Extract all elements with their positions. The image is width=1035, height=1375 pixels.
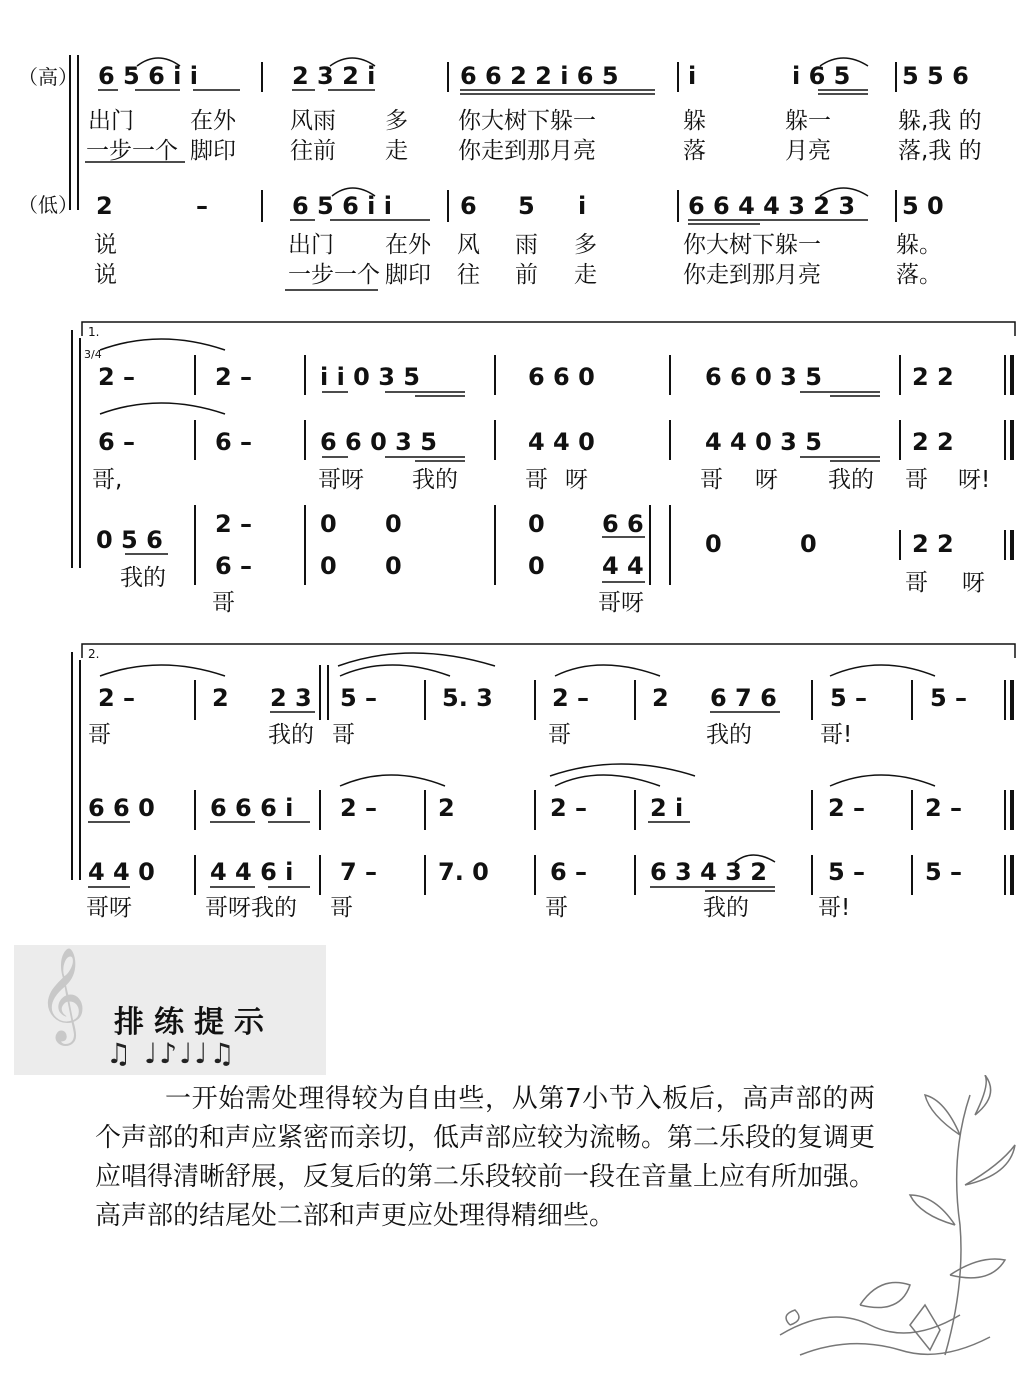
note-group: 5 0: [902, 192, 944, 220]
note-group: 4 4: [602, 552, 644, 580]
note-group: 0: [320, 510, 337, 538]
lyric: 躲: [683, 108, 706, 134]
note-group: 5: [518, 192, 535, 220]
note-group: 0: [800, 530, 817, 558]
lyric: 我的: [120, 565, 166, 591]
lyric: 哥: [700, 467, 723, 493]
note-group: 0: [705, 530, 722, 558]
lyric: 落: [683, 138, 706, 164]
note-group: 6 6 6 i: [210, 794, 294, 822]
note-group: 7 –: [340, 858, 378, 886]
lyric: 落,我 的: [898, 138, 982, 164]
lyric: 我的: [706, 722, 752, 748]
lyric: 呀: [755, 467, 778, 493]
lyric: 我的: [703, 895, 749, 921]
note-group: 2 –: [215, 363, 253, 391]
lyric: 月亮: [785, 138, 831, 164]
lyric: 你走到那月亮: [458, 138, 596, 164]
note-group: 6: [460, 192, 477, 220]
note-group: 0: [528, 510, 545, 538]
lyric: 落。: [896, 262, 942, 288]
volta-1: 1.: [88, 325, 100, 339]
lyric: 哥: [905, 570, 928, 596]
lyric: 哥: [525, 467, 548, 493]
lyric: 哥呀: [86, 895, 132, 921]
lyric: 多: [574, 232, 597, 258]
note-group: 2: [212, 684, 229, 712]
lyric: 走: [574, 262, 597, 288]
note-group: 6 6 0: [88, 794, 155, 822]
lyric: 前: [515, 262, 538, 288]
note-group: –: [196, 192, 208, 220]
note-group: 4 4 0 3 5: [705, 428, 822, 456]
note-group: 6 6 4 4 3 2 3: [688, 192, 856, 220]
lyric: 哥: [905, 467, 928, 493]
lyric: 出门: [288, 232, 334, 258]
note-group: 2 i: [650, 794, 684, 822]
rehearsal-tips-section: [0, 935, 1035, 1371]
note-group: 5 –: [925, 858, 963, 886]
lyric: 躲一: [785, 108, 831, 134]
lyric: 脚印: [385, 262, 431, 288]
note-group: i: [578, 192, 587, 220]
note-group: 5 –: [340, 684, 378, 712]
note-group: 2 –: [98, 363, 136, 391]
lyric: 你大树下躲一: [458, 108, 596, 134]
lyric: 哥: [332, 722, 355, 748]
note-group: 6 6 2 2 i 6 5: [460, 62, 619, 90]
lyric: 躲。: [896, 232, 942, 258]
lyric: 多: [385, 108, 408, 134]
note-group: 4 4 0: [88, 858, 155, 886]
note-group: i 6 5: [792, 62, 851, 90]
lyric: 哥: [88, 722, 111, 748]
lyric: 哥: [330, 895, 353, 921]
note-group: 7. 0: [438, 858, 489, 886]
volta-2: 2.: [88, 647, 100, 661]
lyric: 往: [457, 262, 480, 288]
note-group: 6 –: [550, 858, 588, 886]
note-group: 2 –: [98, 684, 136, 712]
part-label-high: （高）: [18, 65, 78, 89]
lyric: 我的: [268, 722, 314, 748]
lyric: 哥: [548, 722, 571, 748]
note-group: 6 3 4 3 2: [650, 858, 767, 886]
time-signature: 3/4: [84, 348, 102, 361]
note-group: i i 0 3 5: [320, 363, 420, 391]
flower-illustration: [760, 1075, 1030, 1375]
note-group: 2 –: [340, 794, 378, 822]
lyric: 哥呀: [598, 590, 644, 616]
lyric: 一步一个: [288, 262, 380, 288]
lyric: 在外: [190, 108, 236, 134]
note-group: 0: [385, 552, 402, 580]
lyric: 风雨: [290, 108, 336, 134]
note-group: 6 6 0: [528, 363, 595, 391]
note-group: 2: [652, 684, 669, 712]
note-group: 0 5 6: [96, 526, 163, 554]
lyric: 你大树下躲一: [683, 232, 821, 258]
lyric: 哥!: [820, 722, 853, 748]
lyric: 脚印: [190, 138, 236, 164]
note-group: 6 –: [215, 552, 253, 580]
music-notes-icon: ♫ ♩♪♩♩♫: [106, 1037, 237, 1070]
lyric: 走: [385, 138, 408, 164]
lyric: 哥: [212, 590, 235, 616]
note-group: 2 –: [215, 510, 253, 538]
note-group: 2 –: [925, 794, 963, 822]
note-group: 5 –: [830, 684, 868, 712]
note-group: 6 6 0 3 5: [320, 428, 437, 456]
lyric: 你走到那月亮: [683, 262, 821, 288]
lyric: 哥呀: [318, 467, 364, 493]
note-group: 6 6: [602, 510, 644, 538]
note-group: 2 2: [912, 428, 954, 456]
note-group: 6 5 6 i i: [292, 192, 392, 220]
lyric: 呀!: [958, 467, 991, 493]
note-group: 2 –: [550, 794, 588, 822]
lyric: 我的: [828, 467, 874, 493]
note-group: 2 2: [912, 530, 954, 558]
note-group: 5 –: [828, 858, 866, 886]
lyric: 在外: [385, 232, 431, 258]
lyric: 一步一个: [86, 138, 178, 164]
tips-body: 一开始需处理得较为自由些，从第7小节入板后，高声部的两个声部的和声应紧密而亲切，低声部应较为流畅。第二乐段的复调更应唱得清晰舒展，反复后的第二乐段较前一段在音量上应有所加强。高声部的结尾处二部和声更应处理得精细些。: [95, 1084, 876, 1231]
lyric: 哥!: [818, 895, 851, 921]
lyric: 哥: [545, 895, 568, 921]
lyric: 风: [457, 232, 480, 258]
note-group: i: [688, 62, 697, 90]
tips-header: [14, 945, 326, 1075]
note-group: 6 –: [215, 428, 253, 456]
note-group: 5 5 6: [902, 62, 969, 90]
note-group: 2 3 2 i: [292, 62, 376, 90]
lyric: 说: [94, 232, 117, 258]
note-group: 0: [320, 552, 337, 580]
note-group: 4 4 6 i: [210, 858, 294, 886]
lyric: 呀: [962, 570, 985, 596]
note-group: 0: [385, 510, 402, 538]
lyric: 哥呀我的: [205, 895, 297, 921]
lyric: 哥,: [92, 467, 123, 493]
note-group: 0: [528, 552, 545, 580]
note-group: 2 –: [828, 794, 866, 822]
note-group: 4 4 0: [528, 428, 595, 456]
note-group: 2: [96, 192, 113, 220]
tips-title: 排练提示: [114, 1005, 274, 1040]
note-group: 6 6 0 3 5: [705, 363, 822, 391]
note-group: 2 –: [552, 684, 590, 712]
part-label-low: （低）: [18, 193, 78, 217]
note-group: 6 –: [98, 428, 136, 456]
note-group: 2: [438, 794, 455, 822]
lyric: 躲,我 的: [898, 108, 982, 134]
lyric: 往前: [290, 138, 336, 164]
lyric: 雨: [515, 232, 538, 258]
note-group: 5. 3: [442, 684, 493, 712]
note-group: 5 –: [930, 684, 968, 712]
note-group: 2 2: [912, 363, 954, 391]
note-group: 6 5 6 i i: [98, 62, 198, 90]
note-group: 6 7 6: [710, 684, 777, 712]
treble-clef-icon: 𝄞: [38, 947, 87, 1042]
lyric: 我的: [412, 467, 458, 493]
lyric: 出门: [88, 108, 134, 134]
lyric: 说: [94, 262, 117, 288]
lyric: 呀: [565, 467, 588, 493]
note-group: 2 3: [270, 684, 312, 712]
